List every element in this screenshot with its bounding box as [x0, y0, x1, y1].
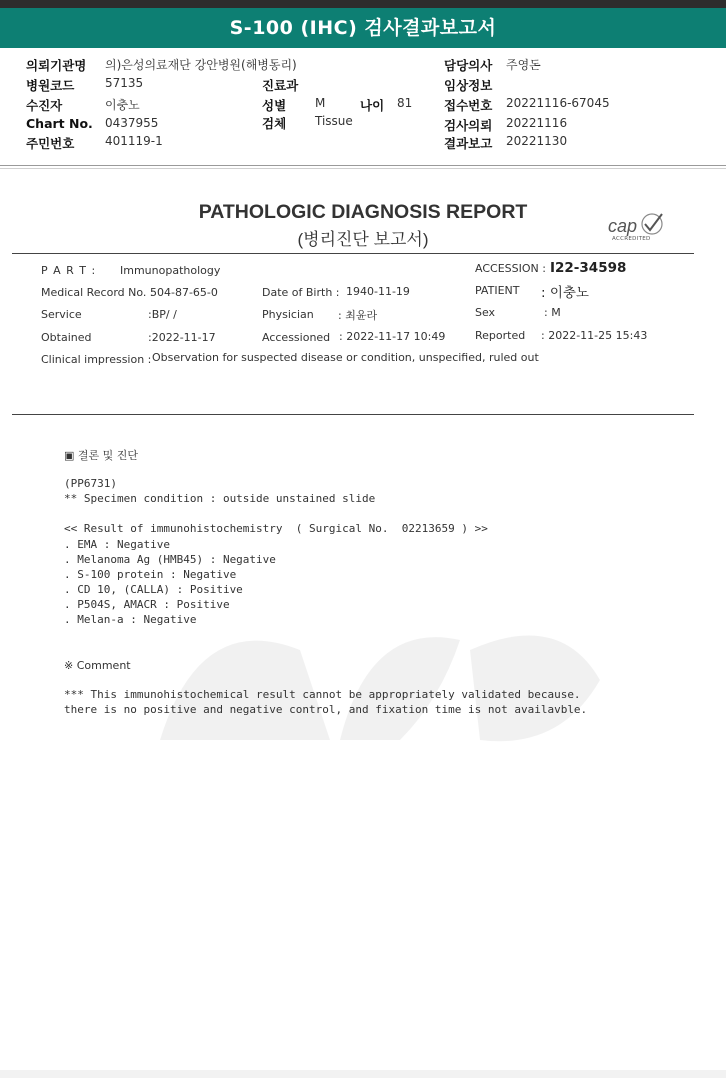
comment-line: *** This immunohistochemical result cannot be appropriately validated because.: [64, 688, 581, 701]
accession-label: ACCESSION :: [475, 262, 546, 275]
comment-heading: ※ Comment: [64, 659, 131, 672]
receipt-value: 20221116-67045: [506, 96, 610, 110]
result-label: 결과보고: [444, 136, 493, 151]
cap-check-icon: [638, 212, 666, 238]
service-label: Service: [41, 308, 82, 321]
report-title-en: PATHOLOGIC DIAGNOSIS REPORT: [198, 201, 528, 223]
mrn-label: Medical Record No. :: [41, 286, 154, 299]
hospital-value: 의)은성의료재단 강안병원(해병동리): [105, 58, 297, 72]
age-label: 나이: [360, 98, 385, 113]
patient-en-label: PATIENT: [475, 284, 520, 297]
cap-logo-text: cap: [608, 216, 638, 236]
patient-en-value: : 이충노: [541, 285, 589, 301]
request-label: 검사의뢰: [444, 118, 493, 133]
obtained-value: :2022-11-17: [148, 331, 216, 344]
accession-value: I22-34598: [550, 260, 627, 276]
sex-en-value: : M: [544, 306, 561, 319]
diagnosis-line: . Melan-a : Negative: [64, 613, 197, 626]
diagnosis-line: << Result of immunohistochemistry ( Surgical No. 02213659 ) >>: [64, 522, 488, 535]
impression-label: Clinical impression :: [41, 353, 152, 366]
code-value: 57135: [105, 76, 144, 90]
sex-label: 성별: [262, 98, 287, 113]
cap-accredited-logo: [606, 212, 666, 244]
diagnosis-line: (PP6731): [64, 477, 117, 490]
impression-value: Observation for suspected disease or condition, unspecified, ruled out: [152, 351, 539, 364]
patient-label: 수진자: [26, 98, 63, 113]
diagnosis-heading: ▣ 결론 및 진단: [64, 449, 139, 462]
header-divider-shadow: [0, 168, 726, 169]
chart-value: 0437955: [105, 116, 159, 130]
physician-value: : 최윤라: [338, 309, 378, 322]
info-bottom-rule: [12, 414, 694, 415]
obtained-label: Obtained: [41, 331, 92, 344]
hospital-label: 의뢰기관명: [26, 58, 87, 73]
accessioned-value: : 2022-11-17 10:49: [339, 330, 446, 343]
report-title-bar: S-100 (IHC) 검사결과보고서: [0, 8, 726, 48]
chart-label: Chart No.: [26, 116, 93, 131]
watermark-logo-graphic: [140, 590, 620, 770]
result-value: 20221130: [506, 134, 568, 148]
id-value: 401119-1: [105, 134, 163, 148]
reported-value: : 2022-11-25 15:43: [541, 329, 648, 342]
part-label: P A R T :: [41, 264, 97, 277]
id-label: 주민번호: [26, 136, 75, 151]
doctor-value: 주영돈: [506, 58, 541, 72]
receipt-label: 접수번호: [444, 98, 493, 113]
part-value: Immunopathology: [120, 264, 221, 277]
diagnosis-line: . P504S, AMACR : Positive: [64, 598, 230, 611]
report-title-ko: (병리진단 보고서): [297, 230, 429, 249]
physician-label: Physician: [262, 308, 314, 321]
sex-value: M: [315, 96, 326, 110]
reported-label: Reported: [475, 329, 526, 342]
mrn-value: 504-87-65-0: [150, 286, 218, 299]
diagnosis-line: . S-100 protein : Negative: [64, 568, 237, 581]
specimen-label: 검체: [262, 116, 287, 131]
diagnosis-line: . Melanoma Ag (HMB45) : Negative: [64, 553, 276, 566]
comment-line: there is no positive and negative control, and fixation time is not availavble.: [64, 703, 588, 716]
diagnosis-line: ** Specimen condition : outside unstained slide: [64, 492, 376, 505]
service-value: :BP/ /: [148, 308, 177, 321]
diagnosis-line: . CD 10, (CALLA) : Positive: [64, 583, 243, 596]
dob-label: Date of Birth :: [262, 286, 340, 299]
code-label: 병원코드: [26, 78, 75, 93]
patient-value: 이충노: [105, 98, 140, 112]
sex-en-label: Sex: [475, 306, 496, 319]
doctor-label: 담당의사: [444, 58, 493, 73]
age-value: 81: [397, 96, 413, 110]
top-strip: [0, 0, 726, 8]
request-value: 20221116: [506, 116, 568, 130]
header-divider: [0, 165, 726, 166]
info-top-rule: [12, 253, 694, 254]
accessioned-label: Accessioned: [262, 331, 331, 344]
cap-accredited-text: ACCREDITED: [612, 236, 651, 242]
dept-label: 진료과: [262, 78, 299, 93]
dob-value: 1940-11-19: [346, 285, 410, 298]
diagnosis-line: . EMA : Negative: [64, 538, 170, 551]
clinical-label: 임상정보: [444, 78, 493, 93]
specimen-value: Tissue: [315, 114, 353, 128]
